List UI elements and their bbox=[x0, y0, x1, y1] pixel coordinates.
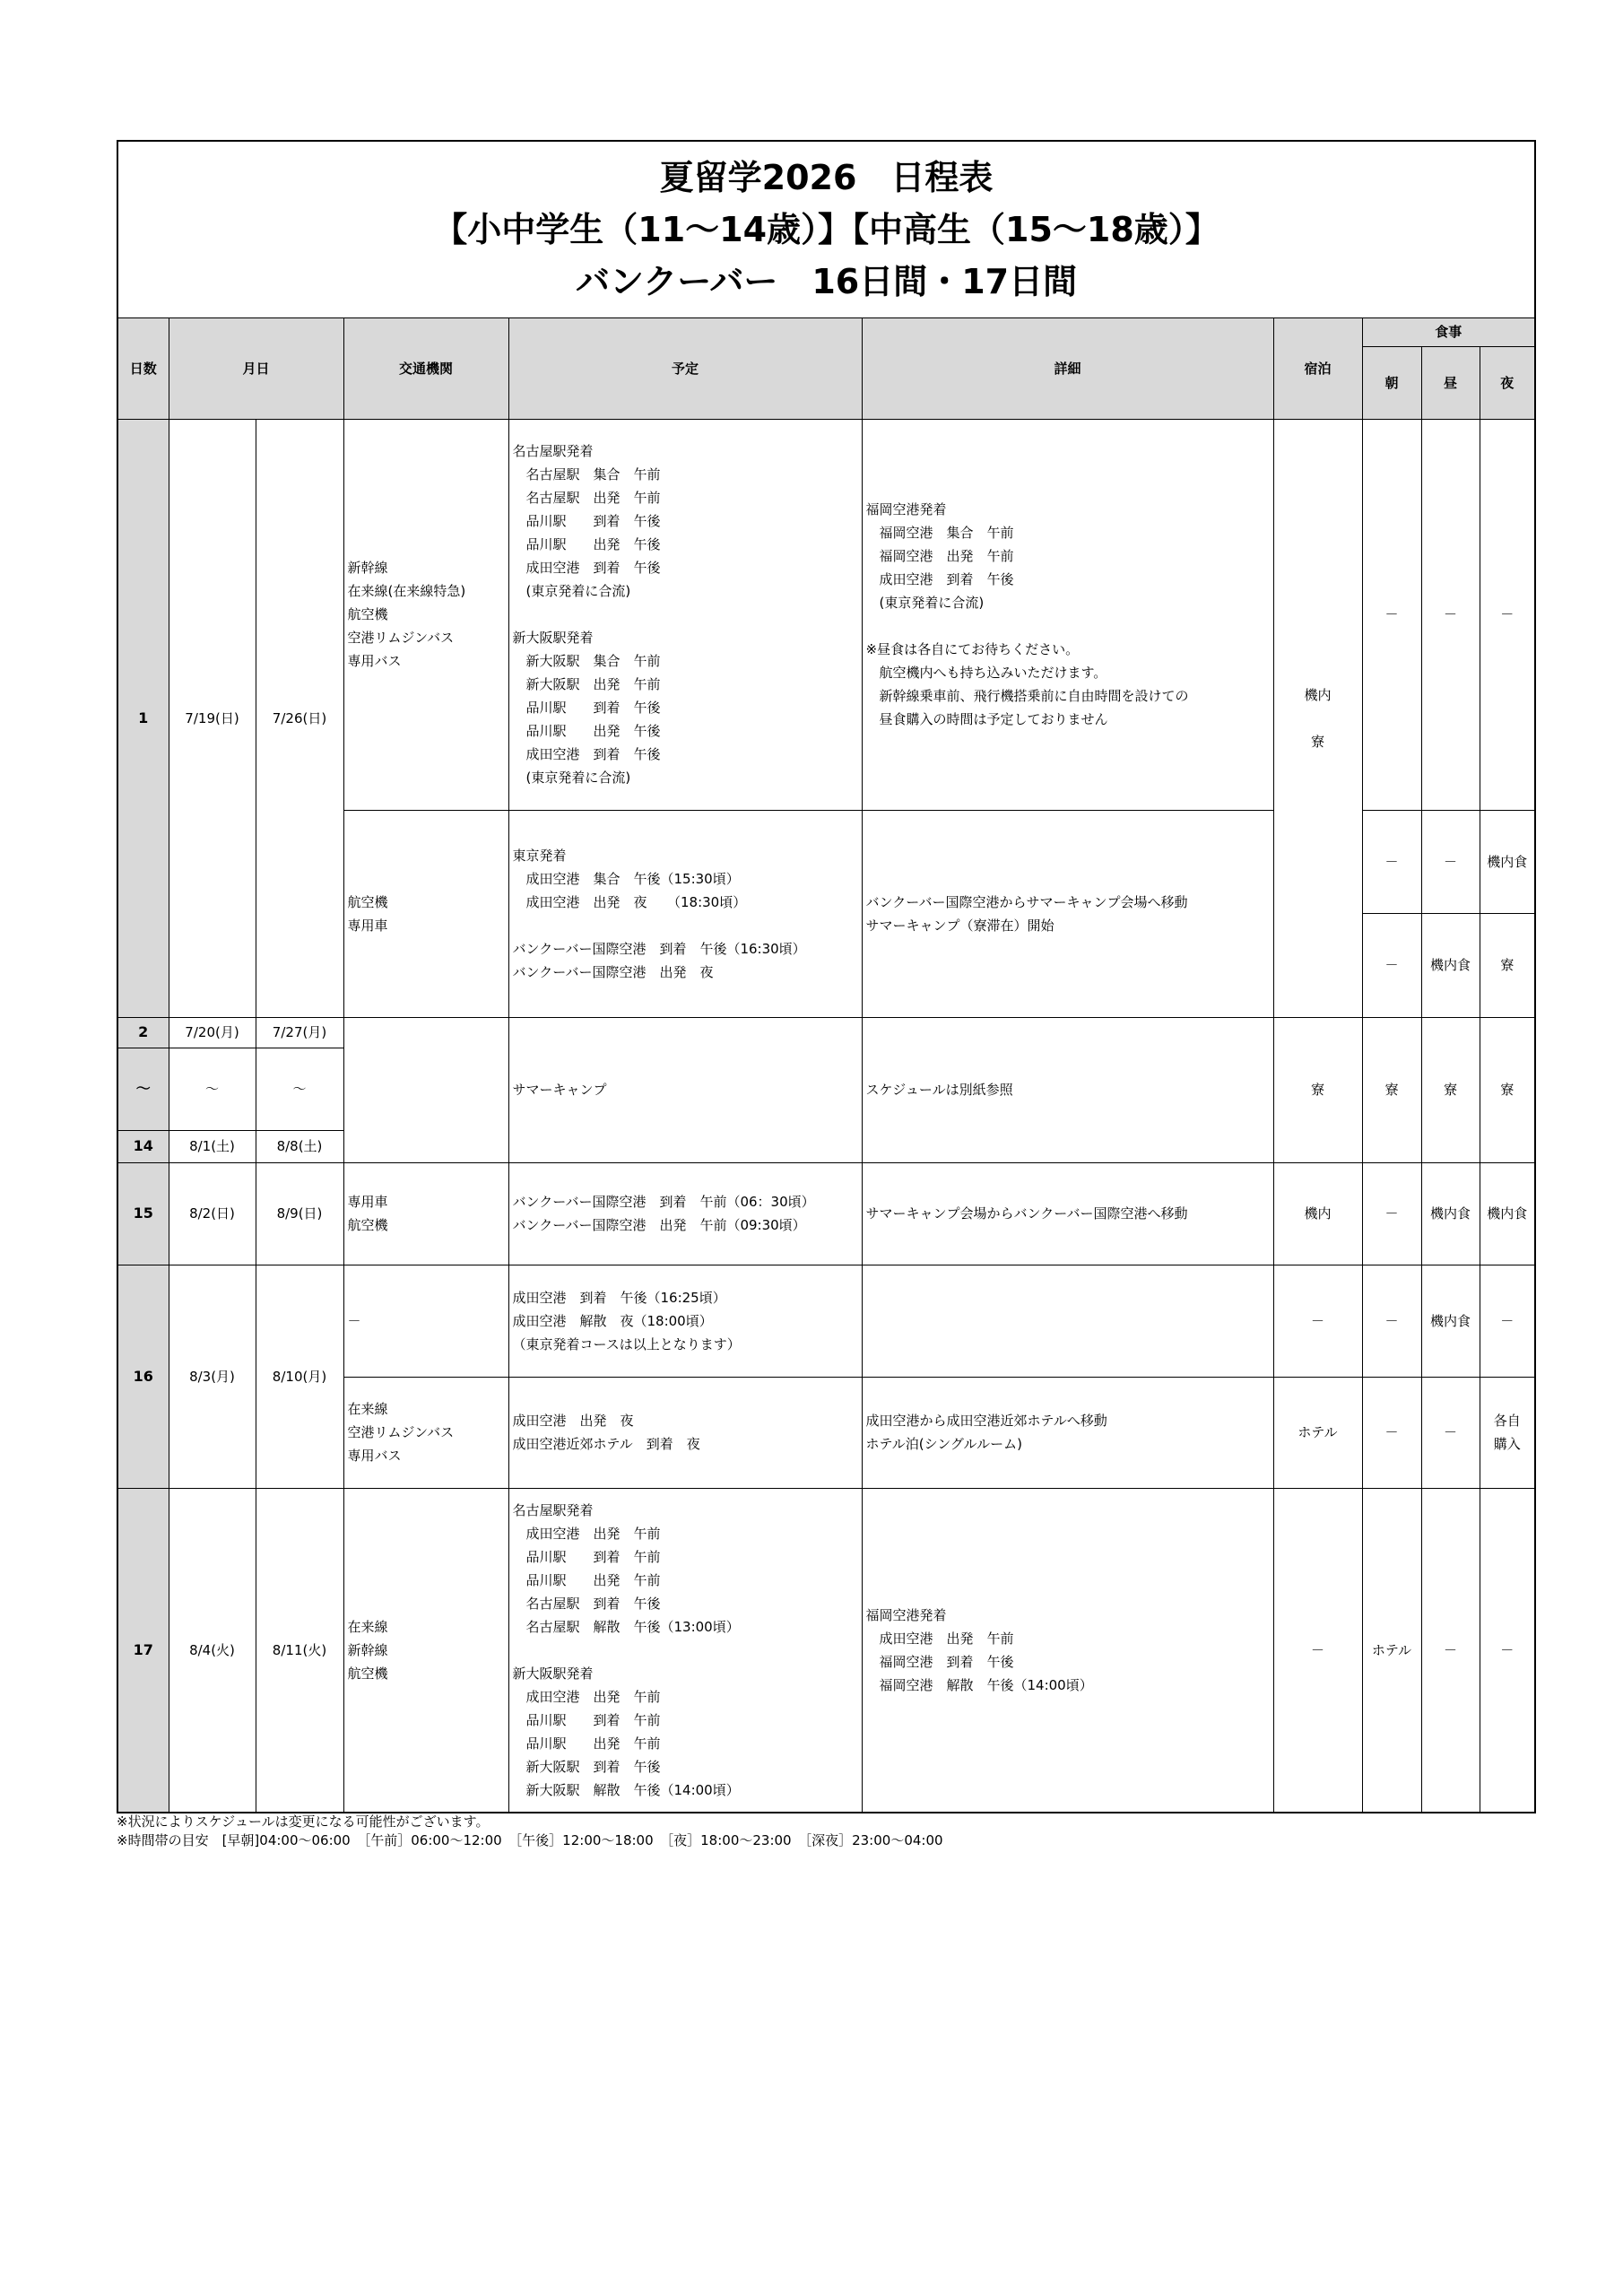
footnote-schedule-change: ※状況によりスケジュールは変更になる可能性がございます。 bbox=[117, 1813, 490, 1830]
date-session-2: 8/11(火) bbox=[256, 1488, 343, 1813]
title-row bbox=[117, 141, 1535, 317]
lunch-cell: － bbox=[1421, 1377, 1480, 1488]
day-number-cell: ～ bbox=[117, 1048, 169, 1130]
transport-cell: 新幹線 在来線(在来線特急) 航空機 空港リムジンバス 専用バス bbox=[343, 419, 508, 810]
camp-start-row bbox=[117, 1017, 1535, 1048]
dinner-cell: 各自 購入 bbox=[1480, 1377, 1535, 1488]
header-row bbox=[117, 317, 1535, 346]
title-block bbox=[117, 141, 1535, 317]
day-number-cell: 16 bbox=[117, 1265, 169, 1488]
day-number-cell: 15 bbox=[117, 1162, 169, 1265]
dinner-cell: － bbox=[1480, 1488, 1535, 1813]
schedule-sheet bbox=[117, 140, 1534, 1813]
footnote-time-ranges: ※時間帯の目安 [早朝]04:00～06:00 ［午前］06:00～12:00 ［午後］12:00～18:00 ［夜］18:00～23:00 ［深夜］23:00～04:00 bbox=[117, 1832, 943, 1848]
date-session-2: ～ bbox=[256, 1048, 343, 1130]
dinner-cell: 寮 bbox=[1480, 913, 1535, 1017]
transport-cell-empty bbox=[343, 1017, 508, 1162]
plan-cell: サマーキャンプ bbox=[508, 1017, 862, 1162]
lunch-cell: － bbox=[1421, 810, 1480, 913]
day-number-cell: 2 bbox=[117, 1017, 169, 1048]
header-dinner: 夜 bbox=[1480, 346, 1535, 419]
detail-cell: バンクーバー国際空港からサマーキャンプ会場へ移動 サマーキャンプ（寮滞在）開始 bbox=[862, 810, 1273, 1017]
breakfast-cell: ホテル bbox=[1362, 1488, 1421, 1813]
transport-cell: 在来線 空港リムジンバス 専用バス bbox=[343, 1377, 508, 1488]
lunch-cell: 寮 bbox=[1421, 1017, 1480, 1162]
stay-cell: － bbox=[1273, 1265, 1362, 1377]
breakfast-cell: － bbox=[1362, 1162, 1421, 1265]
stay-cell: 機内 bbox=[1273, 1162, 1362, 1265]
transport-cell: 在来線 新幹線 航空機 bbox=[343, 1488, 508, 1813]
header-meals: 食事 bbox=[1362, 317, 1535, 346]
detail-cell: 福岡空港発着 成田空港 出発 午前 福岡空港 到着 午後 福岡空港 解散 午後（14:00頃） bbox=[862, 1488, 1273, 1813]
transport-cell: 航空機 専用車 bbox=[343, 810, 508, 1017]
lunch-cell: － bbox=[1421, 419, 1480, 810]
header-transport: 交通機関 bbox=[343, 317, 508, 419]
day-number-cell: 14 bbox=[117, 1130, 169, 1162]
detail-cell: スケジュールは別紙参照 bbox=[862, 1017, 1273, 1162]
header-date: 月日 bbox=[169, 317, 343, 419]
detail-cell: 福岡空港発着 福岡空港 集合 午前 福岡空港 出発 午前 成田空港 到着 午後 (東京発着に合流) ※昼食は各自にてお待ちください。 航空機内へも持ち込みいただけます。 新幹線乗車前、飛行機搭乗前に自由時間を設けての 昼食購入の時間は予定しておりません bbox=[862, 419, 1273, 810]
dinner-cell: － bbox=[1480, 1265, 1535, 1377]
dinner-cell: － bbox=[1480, 419, 1535, 810]
lunch-cell: 機内食 bbox=[1421, 1162, 1480, 1265]
plan-cell: 名古屋駅発着 成田空港 出発 午前 品川駅 到着 午前 品川駅 出発 午前 名古屋駅 到着 午後 名古屋駅 解散 午後（13:00頃） 新大阪駅発着 成田空港 出発 午前 品川駅 到着 午前 品川駅 出発 午前 新大阪駅 到着 午後 新大阪駅 解散 午後（14:00頃） bbox=[508, 1488, 862, 1813]
date-session-1: 7/20(月) bbox=[169, 1017, 256, 1048]
footnotes bbox=[117, 1813, 943, 1850]
header-stay: 宿泊 bbox=[1273, 317, 1362, 419]
date-session-2: 8/10(月) bbox=[256, 1265, 343, 1488]
lunch-cell: 機内食 bbox=[1421, 1265, 1480, 1377]
plan-cell: 東京発着 成田空港 集合 午後（15:30頃） 成田空港 出発 夜 （18:30頃） バンクーバー国際空港 到着 午後（16:30頃） バンクーバー国際空港 出発 夜 bbox=[508, 810, 862, 1017]
date-session-2: 7/26(日) bbox=[256, 419, 343, 1017]
breakfast-cell: － bbox=[1362, 913, 1421, 1017]
plan-cell: バンクーバー国際空港 到着 午前（06：30頃） バンクーバー国際空港 出発 午前（09:30頃） bbox=[508, 1162, 862, 1265]
dinner-cell: 機内食 bbox=[1480, 810, 1535, 913]
date-session-2: 7/27(月) bbox=[256, 1017, 343, 1048]
schedule-table bbox=[117, 140, 1536, 1813]
date-session-2: 8/8(土) bbox=[256, 1130, 343, 1162]
stay-cell: － bbox=[1273, 1488, 1362, 1813]
day-1-row-a bbox=[117, 419, 1535, 810]
day-number-cell: 17 bbox=[117, 1488, 169, 1813]
transport-cell: － bbox=[343, 1265, 508, 1377]
stay-cell: 寮 bbox=[1273, 1017, 1362, 1162]
detail-cell: 成田空港から成田空港近郊ホテルへ移動 ホテル泊(シングルルーム) bbox=[862, 1377, 1273, 1488]
breakfast-cell: 寮 bbox=[1362, 1017, 1421, 1162]
dinner-cell: 寮 bbox=[1480, 1017, 1535, 1162]
plan-cell: 名古屋駅発着 名古屋駅 集合 午前 名古屋駅 出発 午前 品川駅 到着 午後 品川駅 出発 午後 成田空港 到着 午後 (東京発着に合流) 新大阪駅発着 新大阪駅 集合 午前 新大阪駅 出発 午前 品川駅 到着 午後 品川駅 出発 午後 成田空港 到着 午後 (東京発着に合流) bbox=[508, 419, 862, 810]
breakfast-cell: － bbox=[1362, 419, 1421, 810]
title-line-3: バンクーバー 16日間・17日間 bbox=[575, 261, 1078, 301]
date-session-1: 8/2(日) bbox=[169, 1162, 256, 1265]
header-day: 日数 bbox=[117, 317, 169, 419]
stay-cell: 機内 寮 bbox=[1273, 419, 1362, 1017]
date-session-1: 8/1(土) bbox=[169, 1130, 256, 1162]
title-line-2: 【小中学生（11～14歳）】【中高生（15～18歳）】 bbox=[433, 209, 1219, 249]
day-15-row bbox=[117, 1162, 1535, 1265]
date-session-2: 8/9(日) bbox=[256, 1162, 343, 1265]
dinner-cell: 機内食 bbox=[1480, 1162, 1535, 1265]
lunch-cell: － bbox=[1421, 1488, 1480, 1813]
title-line-1: 夏留学2026 日程表 bbox=[659, 157, 994, 197]
day-number-cell: 1 bbox=[117, 419, 169, 1017]
header-breakfast: 朝 bbox=[1362, 346, 1421, 419]
plan-cell: 成田空港 出発 夜 成田空港近郊ホテル 到着 夜 bbox=[508, 1377, 862, 1488]
breakfast-cell: － bbox=[1362, 810, 1421, 913]
header-detail: 詳細 bbox=[862, 317, 1273, 419]
plan-cell: 成田空港 到着 午後（16:25頃） 成田空港 解散 夜（18:00頃） （東京発着コースは以上となります） bbox=[508, 1265, 862, 1377]
detail-cell: サマーキャンプ会場からバンクーバー国際空港へ移動 bbox=[862, 1162, 1273, 1265]
day-16-row-a bbox=[117, 1265, 1535, 1377]
lunch-cell: 機内食 bbox=[1421, 913, 1480, 1017]
date-session-1: ～ bbox=[169, 1048, 256, 1130]
header-plan: 予定 bbox=[508, 317, 862, 419]
detail-cell-empty bbox=[862, 1265, 1273, 1377]
breakfast-cell: － bbox=[1362, 1377, 1421, 1488]
transport-cell: 専用車 航空機 bbox=[343, 1162, 508, 1265]
date-session-1: 8/3(月) bbox=[169, 1265, 256, 1488]
header-lunch: 昼 bbox=[1421, 346, 1480, 419]
breakfast-cell: － bbox=[1362, 1265, 1421, 1377]
date-session-1: 7/19(日) bbox=[169, 419, 256, 1017]
date-session-1: 8/4(火) bbox=[169, 1488, 256, 1813]
day-17-row bbox=[117, 1488, 1535, 1813]
stay-cell: ホテル bbox=[1273, 1377, 1362, 1488]
